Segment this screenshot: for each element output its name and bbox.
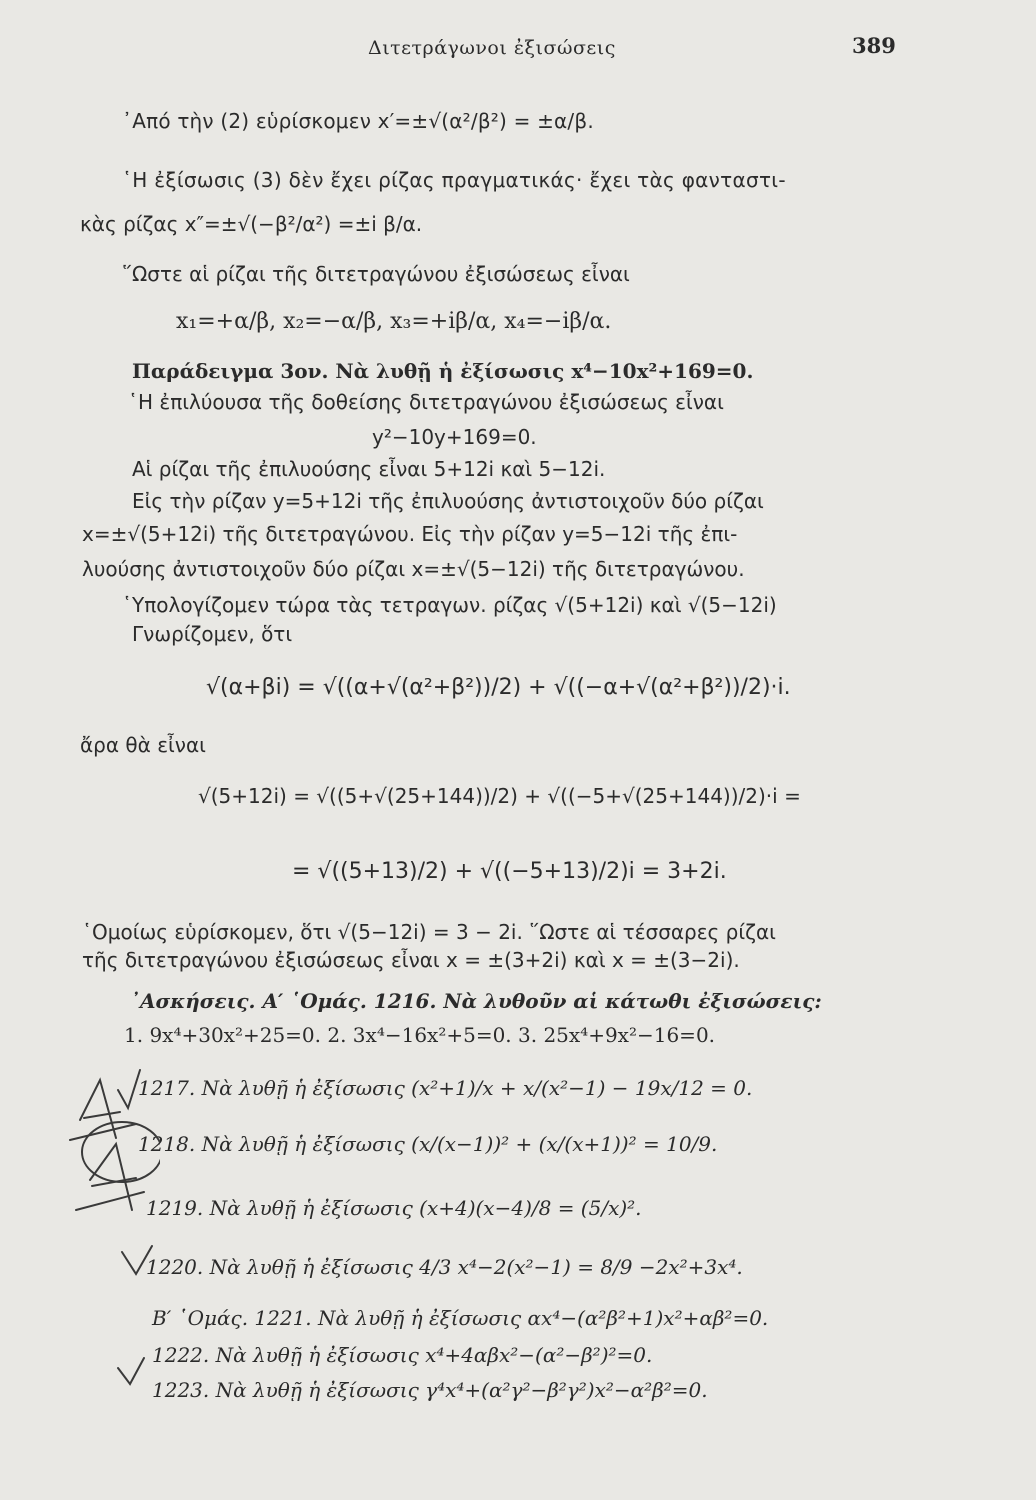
line-4: ῞Ωστε αἱ ρίζαι τῆς διτετραγώνου ἐξισώσεως εἶναι: [122, 262, 630, 286]
line-3: κὰς ρίζας x″=±√(−β²/α²) =±i β/α.: [80, 212, 423, 236]
line-compute: ῾Υπολογίζομεν τώρα τὰς τετραγων. ρίζας √(5+12i) καὶ √(5−12i): [122, 593, 777, 617]
formula-sqrt: √(α+βi) = √((α+√(α²+β²))/2) + √((−α+√(α²+β²))/2)·i.: [206, 675, 791, 700]
roots-line: x₁=+α/β, x₂=−α/β, x₃=+iβ/α, x₄=−iβ/α.: [176, 309, 612, 334]
line-resolvent-roots: Αἱ ρίζαι τῆς ἐπιλυούσης εἶναι 5+12i καὶ 5−12i.: [132, 457, 606, 481]
checkmark-1217: [118, 1070, 140, 1108]
exercise-1216-items: 1. 9x⁴+30x²+25=0. 2. 3x⁴−16x²+5=0. 3. 25x⁴+9x²−16=0.: [124, 1023, 716, 1047]
line-2: ῾Η ἐξίσωσις (3) δὲν ἔχει ρίζας πραγματικάς· ἔχει τὰς φανταστι-: [122, 168, 786, 192]
line-resolvent: ῾Η ἐπιλύουσα τῆς δοθείσης διτετραγώνου ἐξισώσεως εἶναι: [128, 390, 724, 414]
handwritten-pencil-marks: [40, 1060, 160, 1420]
line-we-know: Γνωρίζομεν, ὅτι: [132, 622, 293, 646]
line-similarly: ῾Ομοίως εὑρίσκομεν, ὅτι √(5−12i) = 3 − 2i. ῞Ωστε αἱ τέσσαρες ρίζαι: [82, 920, 776, 944]
line-therefore: ἄρα θὰ εἶναι: [80, 733, 206, 757]
exercise-1220: 1220. Νὰ λυθῇ ἡ ἐξίσωσις 4/3 x⁴−2(x²−1) = 8/9 −2x²+3x⁴.: [146, 1255, 743, 1279]
circle-1218: [82, 1122, 160, 1182]
exercise-1223: 1223. Νὰ λυθῇ ἡ ἐξίσωσις γ⁴x⁴+(α²γ²−β²γ²)x²−α²β²=0.: [152, 1378, 708, 1402]
line-four-roots: τῆς διτετραγώνου ἐξισώσεως εἶναι x = ±(3+2i) καὶ x = ±(3−2i).: [82, 948, 740, 972]
running-header: Διτετράγωνοι ἐξισώσεις: [368, 37, 616, 59]
scribble-a-4: [76, 1192, 144, 1210]
resolvent-equation: y²−10y+169=0.: [372, 425, 537, 449]
line-root-b: x=±√(5+12i) τῆς διτετραγώνου. Εἰς τὴν ρίζαν y=5−12i τῆς ἐπι-: [82, 522, 738, 546]
line-root-a: Εἰς τὴν ρίζαν y=5+12i τῆς ἐπιλυούσης ἀντιστοιχοῦν δύο ρίζαι: [132, 489, 764, 513]
checkmark-1223: [118, 1358, 144, 1384]
line-1: ᾿Από τὴν (2) εὑρίσκομεν x′=±√(α²/β²) = ±α/β.: [122, 109, 594, 133]
exercise-1222: 1222. Νὰ λυθῇ ἡ ἐξίσωσις x⁴+4αβx²−(α²−β²)²=0.: [152, 1343, 653, 1367]
formula-step-1: √(5+12i) = √((5+√(25+144))/2) + √((−5+√(25+144))/2)·i =: [198, 784, 801, 808]
exercise-1217: 1217. Νὰ λυθῇ ἡ ἐξίσωσις (x²+1)/x + x/(x²−1) − 19x/12 = 0.: [138, 1076, 753, 1100]
exercises-heading: ᾿Ασκήσεις. Α′ ῾Ομάς. 1216. Νὰ λυθοῦν αἱ κάτωθι ἐξισώσεις:: [130, 989, 822, 1013]
line-root-c: λυούσης ἀντιστοιχοῦν δύο ρίζαι x=±√(5−12i) τῆς διτετραγώνου.: [82, 557, 745, 581]
formula-step-2: = √((5+13)/2) + √((−5+13)/2)i = 3+2i.: [292, 859, 727, 884]
example-heading: Παράδειγμα 3ον. Νὰ λυθῇ ἡ ἐξίσωσις x⁴−10x²+169=0.: [132, 359, 754, 383]
exercise-1219: 1219. Νὰ λυθῇ ἡ ἐξίσωσις (x+4)(x−4)/8 = (5/x)².: [146, 1196, 642, 1220]
checkmark-1220: [122, 1246, 152, 1274]
exercise-1218: 1218. Νὰ λυθῇ ἡ ἐξίσωσις (x/(x−1))² + (x/(x+1))² = 10/9.: [138, 1132, 718, 1156]
page-number: 389: [852, 33, 896, 58]
exercise-1221: Β′ ῾Ομάς. 1221. Νὰ λυθῇ ἡ ἐξίσωσις αx⁴−(α²β²+1)x²+αβ²=0.: [152, 1306, 769, 1330]
